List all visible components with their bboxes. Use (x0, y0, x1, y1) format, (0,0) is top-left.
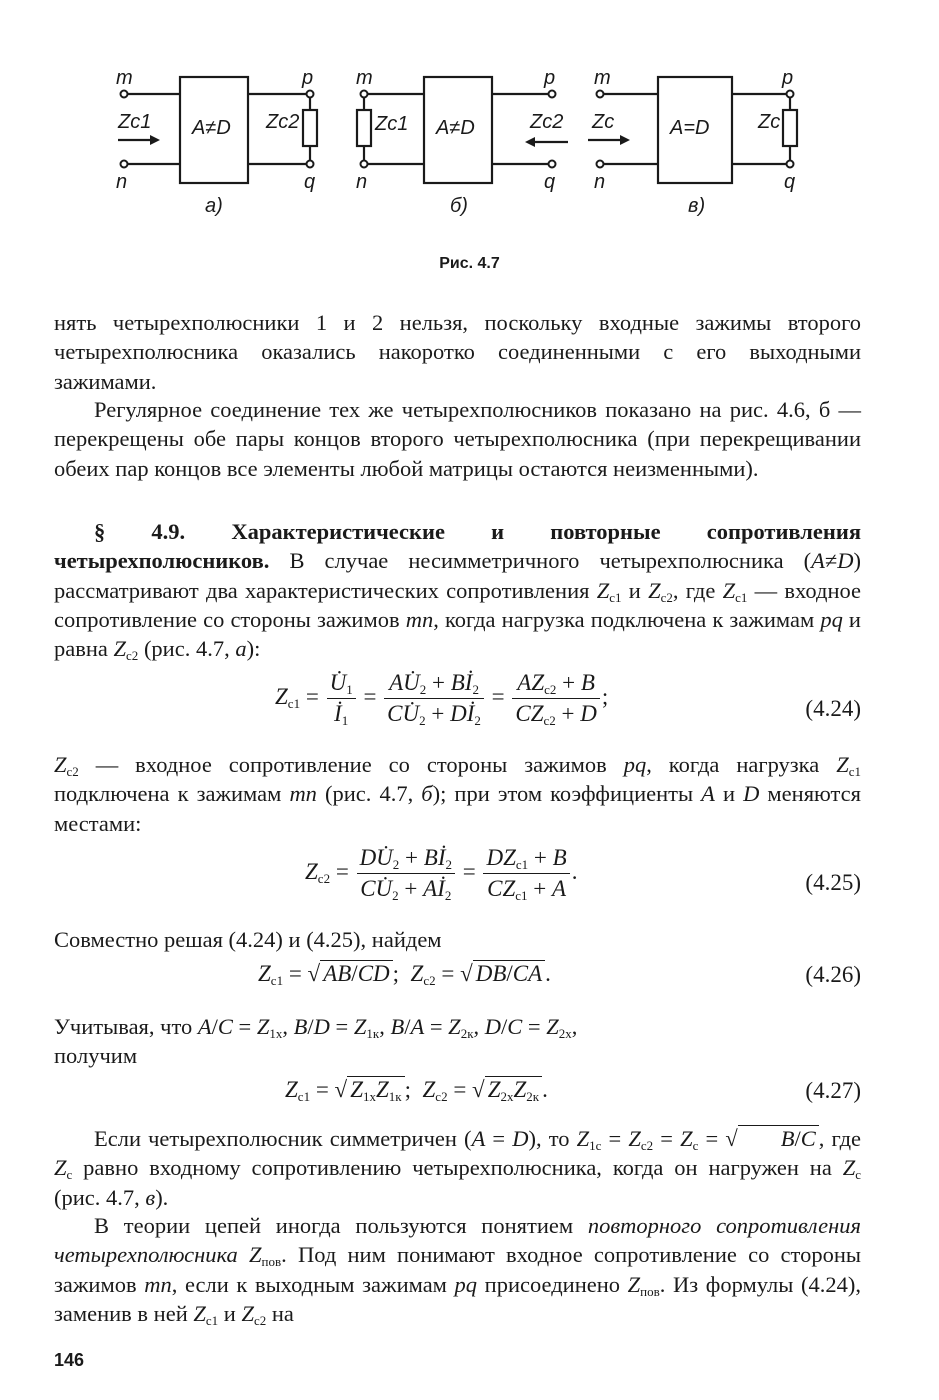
equation-4-25: $Z_{c2}$ = $\frac{DU̇_2 + Bİ_2}{CU̇_2 + Aİ_2}$ = $\frac{DZ_{c1} + B}{CZ_{c1} + A}$ . (305, 845, 578, 903)
label-zc-right-c: Zc (758, 111, 781, 133)
label-n-c: n (594, 171, 606, 193)
section-title: § 4.9. Характеристические и повторные сопротивления четырехполюсников. (54, 519, 861, 574)
label-zc-left-c: Zc (592, 111, 615, 133)
label-zc1-b: Zc1 (375, 113, 409, 135)
section-paragraph: § 4.9. Характеристические и повторные сопротивления четырехполюсников. В случае несимметричного четырехполюсника (A≠D) рассматривают два характеристических сопротивления $Z_{c1}$ и $Z_{c2}$, где $Z_{c1}$ — входное сопротивление со стороны зажимов mn, когда нагрузка подключена к зажимам pq и равна $Z_{c2}$ (рис. 4.7, а): (54, 519, 862, 664)
label-zc1-a: Zc1 (118, 111, 152, 133)
considering-text: Учитывая, что $A/C = Z_{1х}$, $B/D = Z_{1к}$, $B/A = Z_{2к}$, $D/C = Z_{2х}$, получим (54, 1014, 578, 1069)
solve-text: Совместно решая (4.24) и (4.25), найдем (54, 927, 442, 952)
get-text: получим (54, 1043, 138, 1069)
label-n-b: n (356, 171, 368, 193)
label-p-a: p (302, 67, 314, 89)
label-p-c: p (782, 67, 794, 89)
equation-4-27: $Z_{c1}$ = √ $Z_{1х}Z_{1к}$ ; $Z_{c2}$ = √ $Z_{2х}Z_{2к}$ . (285, 1077, 548, 1104)
label-q-c: q (784, 171, 796, 193)
equation-4-26: $Z_{c1}$ = √ AB/CD ; $Z_{c2}$ = √ DB/CA . (258, 961, 551, 988)
paragraph-repeated (54, 1211, 861, 1328)
equation-4-24: $Z_{c1}$ = $\frac{U̇_1}{İ_1}$ = $\frac{AU̇_2 + Bİ_2}{CU̇_2 + Dİ_2}$ = $\frac{AZ_{c2} + B}{CZ_{c2} + D}$ ; (275, 670, 609, 728)
label-p-b: p (544, 67, 556, 89)
repeated-text: В теории цепей иногда пользуются понятием повторного сопротивления четырехполюсника $Z_{пов}$. Под ним понимают входное сопротивление со стороны зажимов mn, если к выходным зажимам pq присоединено $Z_{пов}$. Из формулы (4.24), заменив в ней $Z_{c1}$ и $Z_{c2}$ на (54, 1213, 861, 1328)
box-label-b: A≠D (436, 117, 475, 139)
label-q-a: q (304, 171, 316, 193)
label-zc2-a: Zc2 (266, 111, 300, 133)
eq-number-4-24: (4.24) (805, 696, 861, 721)
label-q-b: q (544, 171, 556, 193)
paragraph-zc2 (54, 750, 861, 838)
paragraph-1 (54, 308, 861, 396)
paragraph-considering (54, 1012, 861, 1071)
sub-label-c: в) (688, 195, 706, 217)
paragraph-solve (54, 925, 861, 954)
eq-number-4-27: (4.27) (805, 1078, 861, 1103)
para1-text: нять четырехполюсники 1 и 2 нельзя, поскольку входные зажимы второго четырехполюсника оказались накоротко соединенными с его выходными зажимами. (54, 310, 861, 394)
page-number: 146 (54, 1350, 85, 1370)
paragraph-2 (54, 395, 861, 483)
section-4-9 (54, 517, 861, 663)
label-m-a: m (116, 67, 133, 89)
eq-number-4-25: (4.25) (805, 870, 861, 895)
box-label-a: A≠D (192, 117, 231, 139)
label-zc2-b: Zc2 (530, 111, 564, 133)
figure-4-7 (0, 55, 939, 230)
eq-number-4-26: (4.26) (805, 962, 861, 987)
box-label-c: A=D (670, 117, 710, 139)
figure-caption: Рис. 4.7 (439, 255, 500, 272)
paragraph-symmetric (54, 1124, 861, 1212)
symmetric-text: Если четырехполюсник симметричен (A = D), то $Z_{1c} = Z_{c2} = Z_c$ = √ B/C , где $Z_c$ равно входному сопротивлению четырехполюсника, когда он нагружен на $Z_c$ (рис. 4.7, в). (54, 1126, 862, 1210)
label-m-b: m (356, 67, 373, 89)
sub-label-a: a) (205, 195, 223, 217)
zc2-paragraph-text: $Z_{c2}$ — входное сопротивление со стороны зажимов pq, когда нагрузка $Z_{c1}$ подключена к зажимам mn (рис. 4.7, б); при этом коэффициенты A и D меняются местами: (54, 752, 861, 836)
sub-label-b: б) (450, 195, 468, 217)
para2-text: Регулярное соединение тех же четырехполюсников показано на рис. 4.6, б — перекрещены обе пары концов второго четырехполюсника (при перекрещивании обеих пар концов все элементы любой матрицы остаются неизменными). (54, 397, 861, 481)
label-n-a: n (116, 171, 128, 193)
label-m-c: m (594, 67, 611, 89)
